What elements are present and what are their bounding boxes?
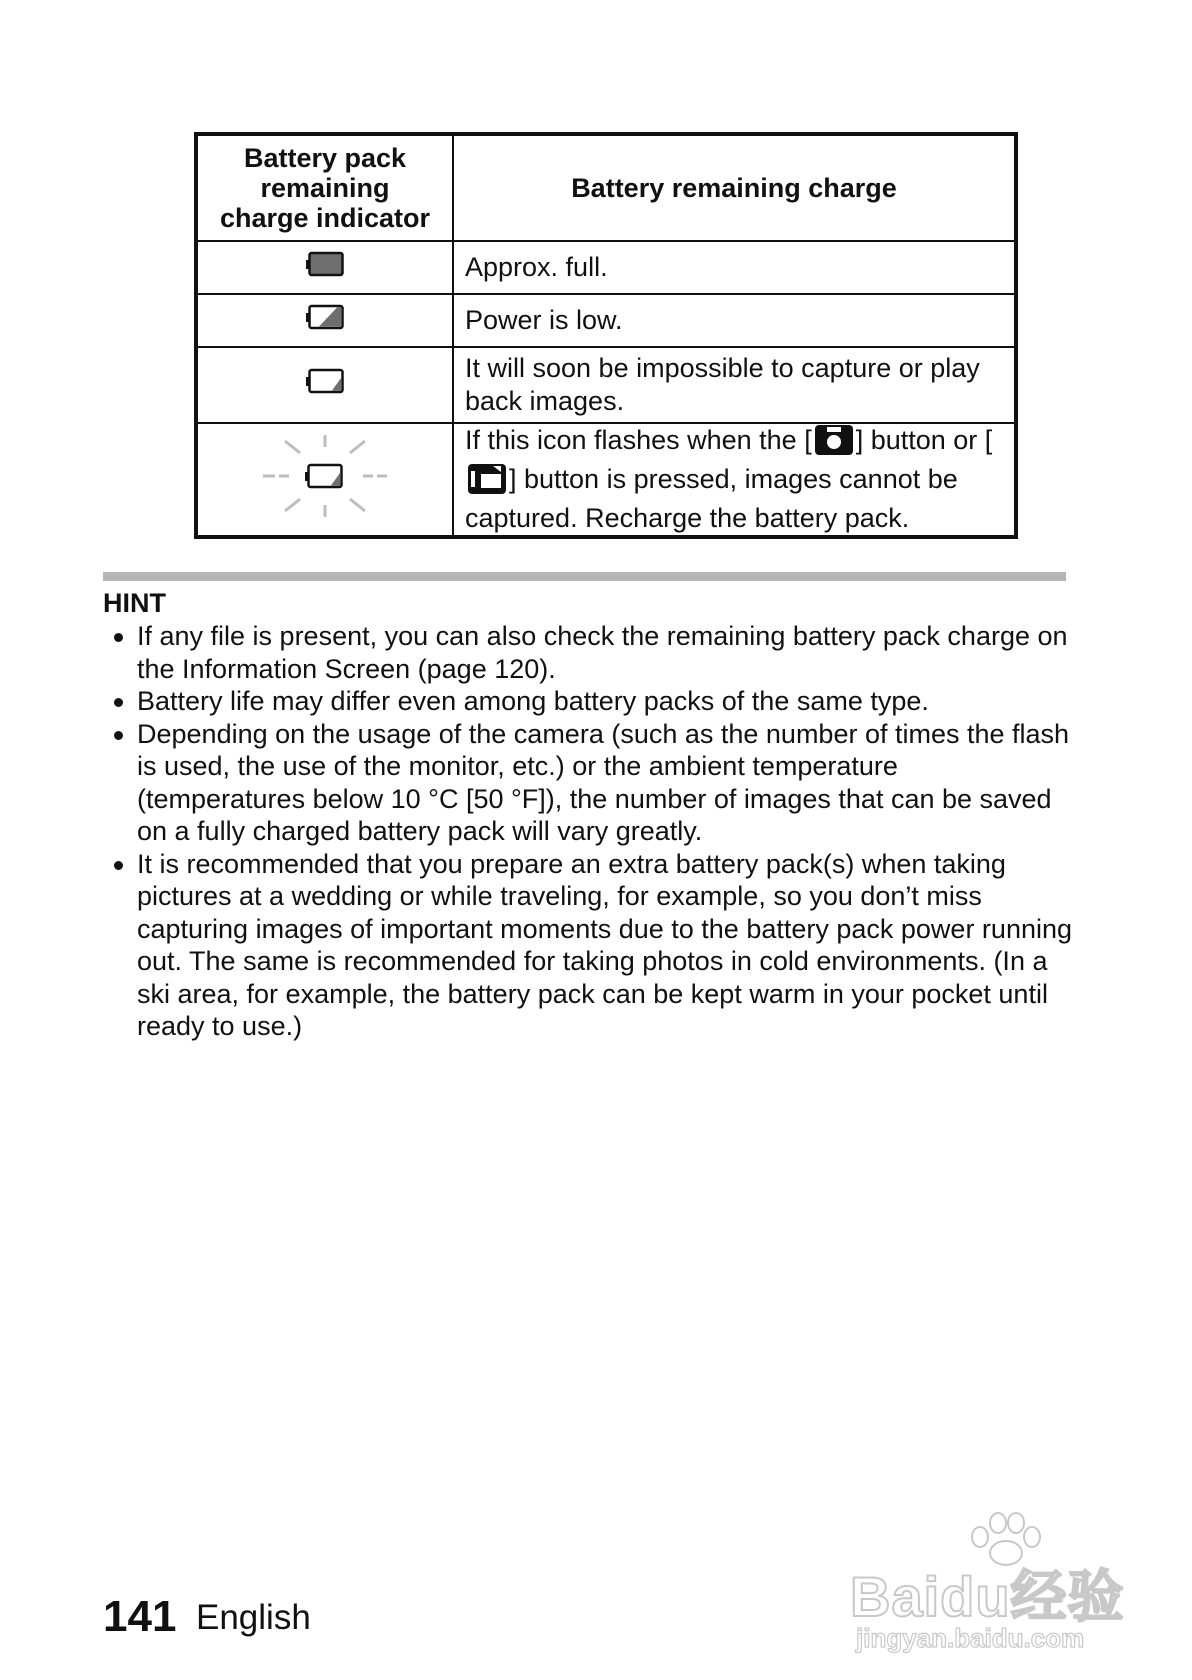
page-number: 141 (103, 1592, 177, 1641)
charge-description: It will soon be impossible to capture or play back images. (453, 347, 1016, 423)
battery-flashing-icon (255, 431, 395, 521)
table-row (196, 423, 1016, 537)
list-item: Battery life may differ even among battery packs of the same type. (103, 685, 1073, 718)
table-row (196, 347, 1016, 423)
table-header-row (196, 134, 1016, 241)
hint-divider (103, 572, 1066, 581)
baidu-watermark (850, 1515, 1140, 1655)
hint-list (103, 620, 1073, 1043)
indicator-cell (196, 423, 453, 537)
header-indicator: Battery pack remaining charge indicator (196, 134, 453, 241)
battery-half-icon (305, 304, 345, 330)
indicator-cell (196, 347, 453, 423)
hint-title: HINT (103, 588, 166, 618)
video-camera-icon (468, 464, 506, 494)
table-row (196, 241, 1016, 294)
page-language: English (196, 1598, 311, 1637)
table-row (196, 294, 1016, 347)
battery-charge-table (194, 132, 1018, 539)
charge-description: Approx. full. (453, 241, 1016, 294)
indicator-cell (196, 241, 453, 294)
list-item: Depending on the usage of the camera (such as the number of times the flash is used, the use of the monitor, etc.) or the ambient temperature (temperatures below 10 °C [50 °F]), the number of images that can be saved on a fully charged battery pack will vary greatly. (103, 718, 1073, 848)
charge-description: Power is low. (453, 294, 1016, 347)
camera-icon (815, 425, 853, 455)
watermark-url: jingyan.baidu.com (856, 1623, 1085, 1653)
indicator-cell (196, 294, 453, 347)
battery-full-icon (305, 251, 345, 277)
battery-low-icon (305, 368, 345, 394)
list-item: It is recommended that you prepare an extra battery pack(s) when taking pictures at a wedding or while traveling, for example, so you don’t miss capturing images of important moments due to the battery pack power running out. The same is recommended for taking photos in cold environments. (In a ski area, for example, the battery pack can be kept warm in your pocket until ready to use.) (103, 848, 1073, 1043)
header-remaining-charge: Battery remaining charge (453, 134, 1016, 241)
charge-description: If this icon flashes when the [ ] button or [] button is pressed, images cannot be captured. Recharge the battery pack. (453, 423, 1016, 537)
watermark-brand: Baidu经验 (850, 1565, 1125, 1628)
list-item: If any file is present, you can also check the remaining battery pack charge on the Information Screen (page 120). (103, 620, 1073, 685)
